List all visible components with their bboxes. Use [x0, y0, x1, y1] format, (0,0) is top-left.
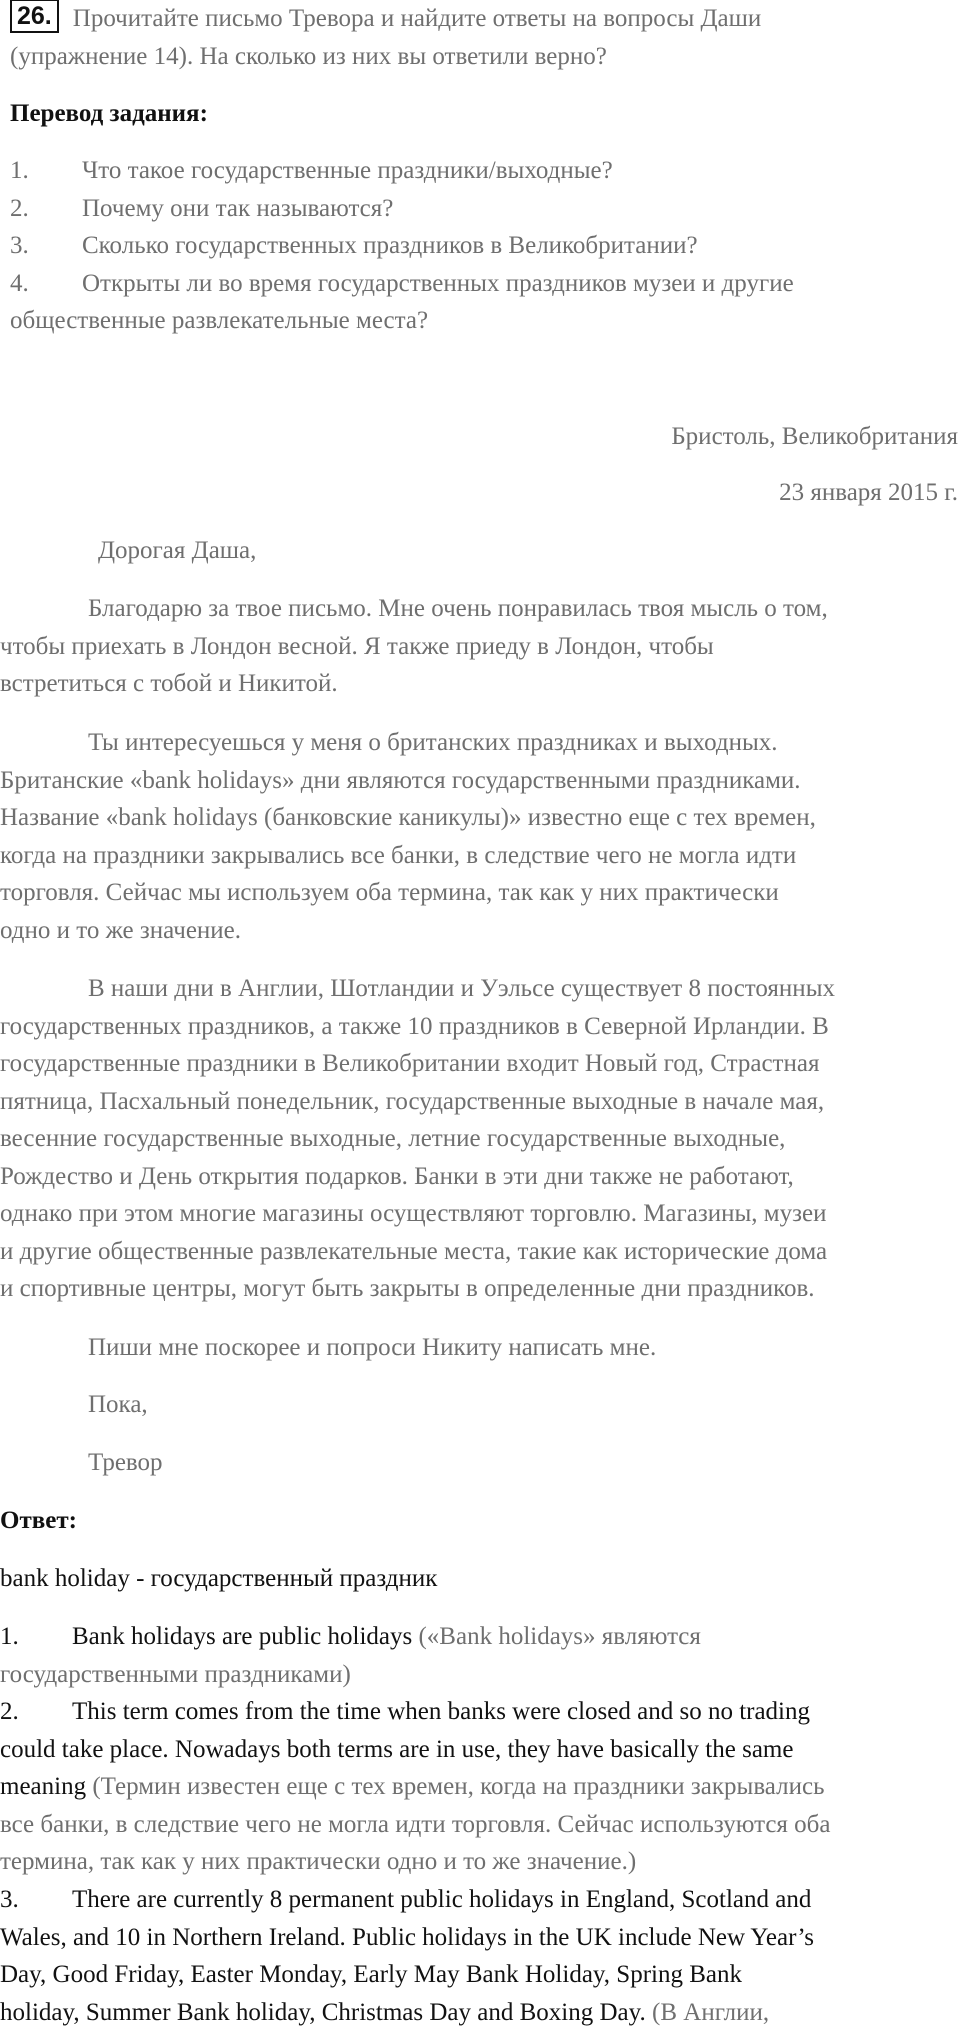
answer-2: 2. This term comes from the time when banks were closed and so no trading could take place. Nowadays both terms are in use, they have basically the same meaning (Термин известен еще с тех времен, когда на праздники закрывались все банки, в следствие чего не могла идти торговля. Сейчас используются оба термина, так как у них практически одно и то же значение.)	[0, 1698, 831, 1875]
letter-closing-1: Пиши мне поскорее и попроси Никиту написать мне.	[88, 1334, 657, 1361]
task-text-line1: Прочитайте письмо Тревора и найдите ответы на вопросы Даши	[72, 5, 762, 32]
list-item: 3. Сколько государственных праздников в Великобритании?	[10, 232, 698, 259]
list-item: 1. Что такое государственные праздники/выходные?	[10, 157, 613, 184]
letter-closing-2: Пока,	[88, 1391, 148, 1418]
list-item: 2. Почему они так называются?	[10, 194, 394, 222]
answer-3: 3. There are currently 8 permanent public holidays in England, Scotland and Wales, and 10 in Northern Ireland. Public holidays in the UK include New Year’s Day, Good Friday, Easter Monday, Early May Bank Holiday, Spring Bank holiday, Summer Bank holiday, Christmas Day and Boxing Day. (В Англии,	[0, 1886, 815, 2026]
translation-list	[0, 152, 960, 340]
letter-date: 23 января 2015 г.	[779, 479, 958, 506]
answer-vocab: bank holiday - государственный праздник	[0, 1565, 438, 1592]
task-header	[0, 0, 958, 75]
letter-place: Бристоль, Великобритания	[671, 423, 958, 450]
letter-paragraph-1: Благодарю за твое письмо. Мне очень понравилась твоя мысль о том, чтобы приехать в Лондон весной. Я также приеду в Лондон, чтобы встретиться с тобой и Никитой.	[0, 595, 828, 697]
translation-heading: Перевод задания:	[10, 100, 208, 127]
letter-paragraph-3: В наши дни в Англии, Шотландии и Уэльсе существует 8 постоянных государственных праздников, а также 10 праздников в Северной Ирландии. В государственные праздники в Великобритании входит Новый год, Страстная пятница, Пасхальный понедельник, государственные выходные в начале мая, весенние государственные выходные, летние государственные выходные, Рождество и День открытия подарков. Банки в эти дни также не работают, однако при этом многие магазины осуществляют торговлю. Магазины, музеи и другие общественные развлекательные места, такие как исторические дома и спортивные центры, могут быть закрыты в определенные дни праздников.	[0, 975, 835, 1302]
list-item-continuation: общественные развлекательные места?	[10, 307, 429, 334]
answer-1: 1. Bank holidays are public holidays («Bank holidays» являются государственными праздниками)	[0, 1623, 701, 1688]
letter-greeting: Дорогая Даша,	[98, 537, 257, 564]
task-text-line2: (упражнение 14). На сколько из них вы ответили верно?	[10, 42, 607, 70]
letter-signature: Тревор	[88, 1449, 163, 1476]
answer-heading: Ответ:	[0, 1507, 77, 1534]
task-number: 26.	[10, 0, 59, 33]
list-item: 4. Открыты ли во время государственных праздников музеи и другие	[10, 269, 794, 297]
letter-paragraph-2: Ты интересуешься у меня о британских праздниках и выходных. Британские «bank holidays» дни являются государственными праздниками. Название «bank holidays (банковские каникулы)» известно еще с тех времен, когда на праздники закрывались все банки, в следствие чего не могла идти торговля. Сейчас мы используем оба термина, так как у них практически одно и то же значение.	[0, 729, 816, 944]
